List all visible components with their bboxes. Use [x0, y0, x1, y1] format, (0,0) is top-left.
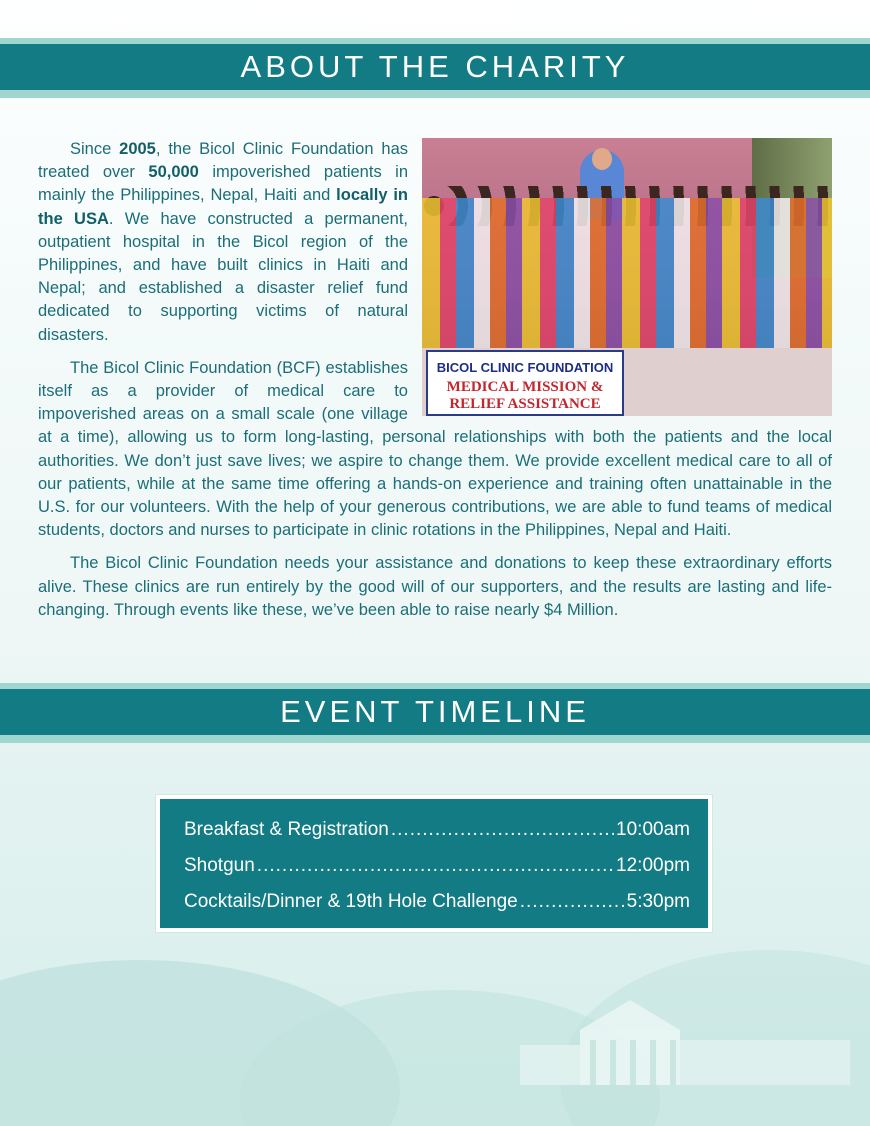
- children-crowd: [422, 198, 832, 348]
- timeline-heading: EVENT TIMELINE: [280, 694, 590, 729]
- foundation-sign: [426, 350, 624, 416]
- year-highlight: 2005: [119, 140, 156, 158]
- event-timeline-box: [156, 795, 712, 932]
- sign-line-3: RELIEF ASSISTANCE: [449, 396, 601, 413]
- about-section: [38, 138, 832, 632]
- timeline-heading-band: [0, 683, 870, 743]
- timeline-item-time: 12:00pm: [616, 855, 690, 876]
- timeline-item-name: Cocktails/Dinner & 19th Hole Challenge: [184, 891, 518, 912]
- timeline-item: [184, 855, 690, 887]
- about-paragraph-2: The Bicol Clinic Foundation (BCF) establishes itself as a provider of medical care to impoverished areas on a small scale (one village at a time), allowing us to form long-lasting, personal relationships with both the patients and the local authorities. We don’t just save lives; we aspire to change them. We provide excellent medical care to all of our patients, while at the same time offering a hands-on experience and training often unattainable in the U.S. for our volunteers. With the help of your generous contributions, we are able to fund teams of medical students, doctors and nurses to participate in clinic rotations in the Philippines, Nepal and Haiti.: [38, 358, 832, 540]
- timeline-item: [184, 891, 690, 923]
- usa-highlight: locally in the USA: [38, 186, 408, 228]
- about-paragraph-1: Since 2005, the Bicol Clinic Foundation has treated over 50,000 impoverished patients in mainly the Philippines, Nepal, Haiti and locally in the USA. We have constructed a permanent, outpatient hospital in the Bicol region of the Philippines, and have built clinics in Haiti and Nepal; and established a disaster relief fund dedicated to supporting victims of natural disasters.: [38, 140, 409, 344]
- timeline-item-time: 10:00am: [616, 819, 690, 840]
- clubhouse-icon: [520, 1000, 850, 1090]
- timeline-item-name: Breakfast & Registration: [184, 819, 389, 840]
- patients-highlight: 50,000: [148, 163, 199, 182]
- sign-line-2: MEDICAL MISSION &: [446, 379, 604, 396]
- medical-mission-photo: [422, 138, 832, 416]
- timeline-item-name: Shotgun: [184, 855, 255, 876]
- about-paragraph-3: The Bicol Clinic Foundation needs your assistance and donations to keep these extraordinary efforts alive. These clinics are run entirely by the good will of our supporters, and the results are lasting and life-changing. Through events like these, we’ve been able to raise nearly $4 Million.: [38, 554, 832, 619]
- sign-line-1: BICOL CLINIC FOUNDATION: [436, 360, 614, 375]
- timeline-item: [184, 819, 690, 851]
- about-heading: ABOUT THE CHARITY: [240, 49, 630, 84]
- timeline-item-time: 5:30pm: [626, 891, 690, 912]
- about-heading-band: [0, 38, 870, 98]
